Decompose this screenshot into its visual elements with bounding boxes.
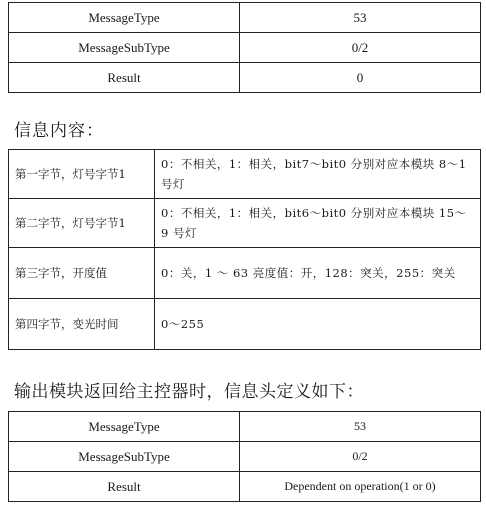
table-row bbox=[9, 3, 481, 33]
byte-description-cell: 0：不相关，1：相关，bit6～bit0 分别对应本模块 15～9 号灯 bbox=[155, 199, 481, 248]
field-name-cell: Result bbox=[9, 63, 240, 93]
table-row bbox=[9, 33, 481, 63]
field-value-cell: 53 bbox=[240, 3, 481, 33]
table-row bbox=[9, 412, 481, 442]
field-value-cell: 0 bbox=[240, 63, 481, 93]
byte-description-cell: 0：不相关，1：相关，bit7～bit0 分别对应本模块 8～1 号灯 bbox=[155, 150, 481, 199]
field-name-cell: MessageSubType bbox=[9, 33, 240, 63]
field-value-cell: 53 bbox=[240, 412, 481, 442]
table-row bbox=[9, 150, 481, 199]
info-content-heading: 信息内容： bbox=[14, 121, 104, 141]
byte-field-cell: 第三字节，开度值 bbox=[9, 248, 155, 299]
byte-field-cell: 第四字节，变光时间 bbox=[9, 299, 155, 350]
field-name-cell: MessageType bbox=[9, 3, 240, 33]
field-value-cell: Dependent on operation(1 or 0) bbox=[240, 472, 481, 502]
byte-field-cell: 第一字节，灯号字节1 bbox=[9, 150, 155, 199]
request-header-table bbox=[8, 2, 481, 93]
table-row bbox=[9, 299, 481, 350]
table-row bbox=[9, 442, 481, 472]
field-value-cell: 0/2 bbox=[240, 33, 481, 63]
table-row bbox=[9, 472, 481, 502]
output-header-heading: 输出模块返回给主控器时，信息头定义如下： bbox=[14, 382, 364, 402]
field-name-cell: Result bbox=[9, 472, 240, 502]
field-name-cell: MessageType bbox=[9, 412, 240, 442]
response-header-table bbox=[8, 411, 481, 502]
field-value-cell: 0/2 bbox=[240, 442, 481, 472]
table-row bbox=[9, 199, 481, 248]
table-row bbox=[9, 248, 481, 299]
field-name-cell: MessageSubType bbox=[9, 442, 240, 472]
byte-description-cell: 0～255 bbox=[155, 299, 481, 350]
byte-description-cell: 0：关，1 ～ 63 亮度值：开，128：突关，255：突关 bbox=[155, 248, 481, 299]
table-row bbox=[9, 63, 481, 93]
byte-field-cell: 第二字节，灯号字节1 bbox=[9, 199, 155, 248]
info-content-table bbox=[8, 149, 481, 350]
